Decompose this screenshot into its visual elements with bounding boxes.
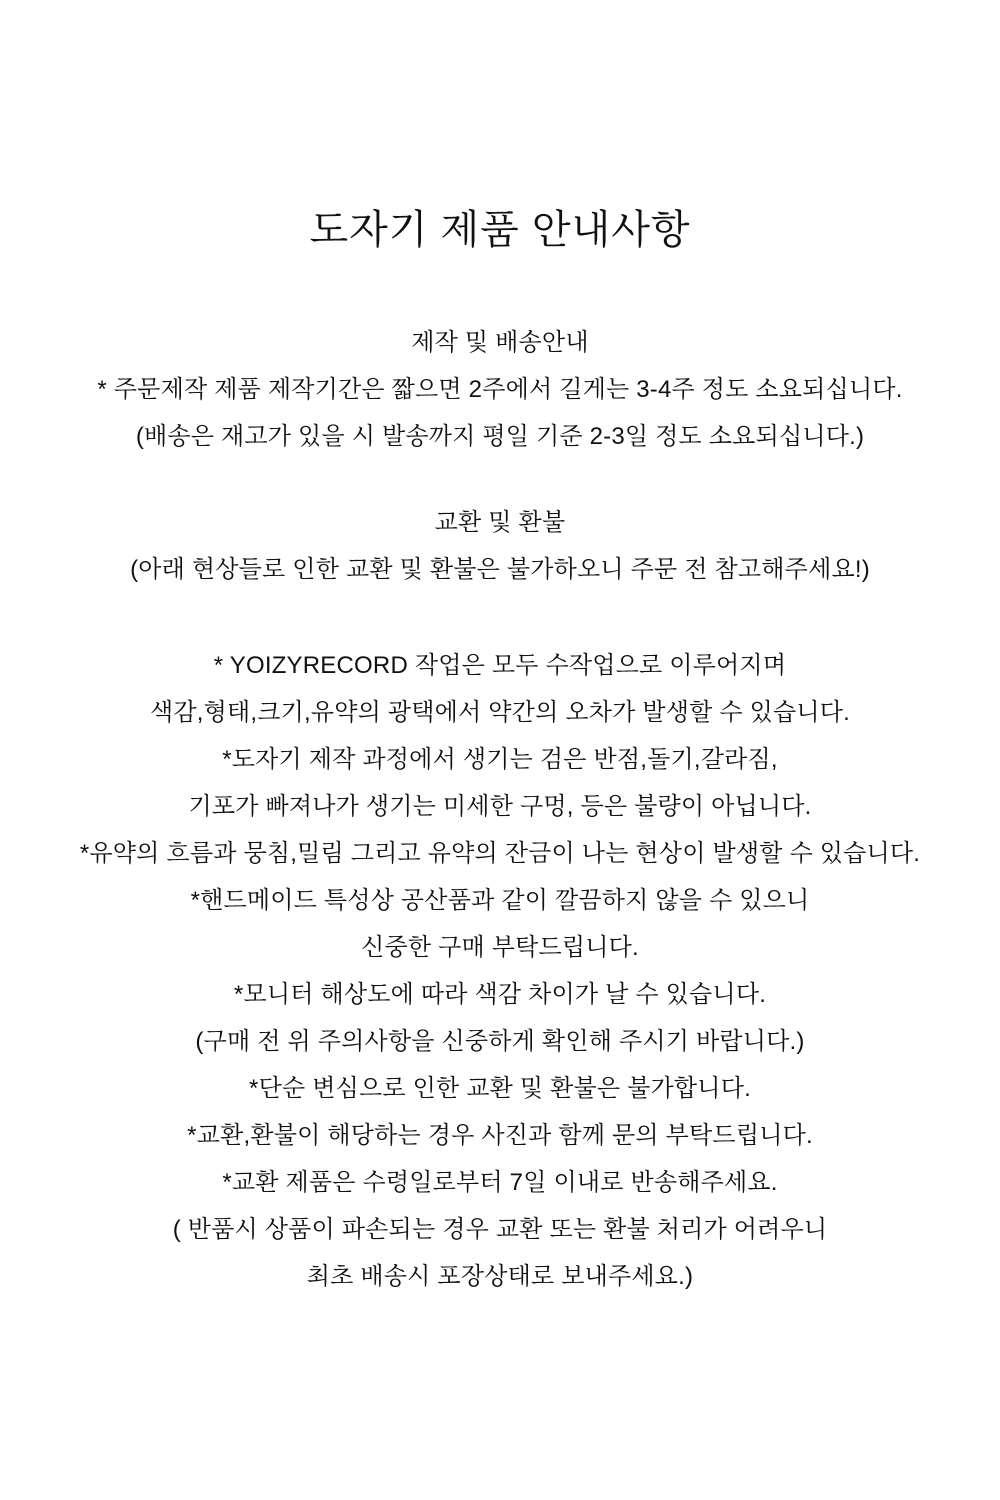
text-line: * YOIZYRECORD 작업은 모두 수작업으로 이루어지며: [213, 652, 787, 679]
text-line: *단순 변심으로 인한 교환 및 환불은 불가합니다.: [249, 1075, 751, 1102]
section-heading: 교환 및 환불: [434, 509, 566, 536]
text-line: *핸드메이드 특성상 공산품과 같이 깔끔하지 않을 수 있으니: [190, 887, 810, 914]
text-line: *교환,환불이 해당하는 경우 사진과 함께 문의 부탁드립니다.: [187, 1122, 813, 1149]
text-line: (아래 현상들로 인한 교환 및 환불은 불가하오니 주문 전 참고해주세요!): [130, 556, 870, 583]
text-line: * 주문제작 제품 제작기간은 짧으면 2주에서 길게는 3-4주 정도 소요되십니다.: [97, 376, 903, 403]
text-line: 기포가 빠져나가 생기는 미세한 구멍, 등은 불량이 아닙니다.: [188, 793, 812, 820]
text-line: ( 반품시 상품이 파손되는 경우 교환 또는 환불 처리가 어려우니: [172, 1216, 828, 1243]
page-title: 도자기 제품 안내사항: [309, 208, 691, 252]
section-notes: [0, 642, 1000, 1300]
text-line: *유약의 흐름과 뭉침,밀림 그리고 유약의 잔금이 나는 현상이 발생할 수 있습니다.: [79, 840, 921, 867]
text-line: 신중한 구매 부탁드립니다.: [361, 934, 639, 961]
section-exchange-refund: [0, 499, 1000, 593]
text-line: (배송은 재고가 있을 시 발송까지 평일 기준 2-3일 정도 소요되십니다.): [135, 423, 865, 450]
section-production-shipping: [0, 319, 1000, 460]
text-line: 최초 배송시 포장상태로 보내주세요.): [306, 1263, 694, 1290]
section-heading: 제작 및 배송안내: [411, 329, 589, 356]
text-line: *모니터 해상도에 따라 색감 차이가 날 수 있습니다.: [233, 981, 767, 1008]
text-line: 색감,형태,크기,유약의 광택에서 약간의 오차가 발생할 수 있습니다.: [149, 699, 851, 726]
text-line: (구매 전 위 주의사항을 신중하게 확인해 주시기 바랍니다.): [195, 1028, 805, 1055]
text-line: *교환 제품은 수령일로부터 7일 이내로 반송해주세요.: [222, 1169, 778, 1196]
text-line: *도자기 제작 과정에서 생기는 검은 반점,돌기,갈라짐,: [222, 746, 778, 773]
